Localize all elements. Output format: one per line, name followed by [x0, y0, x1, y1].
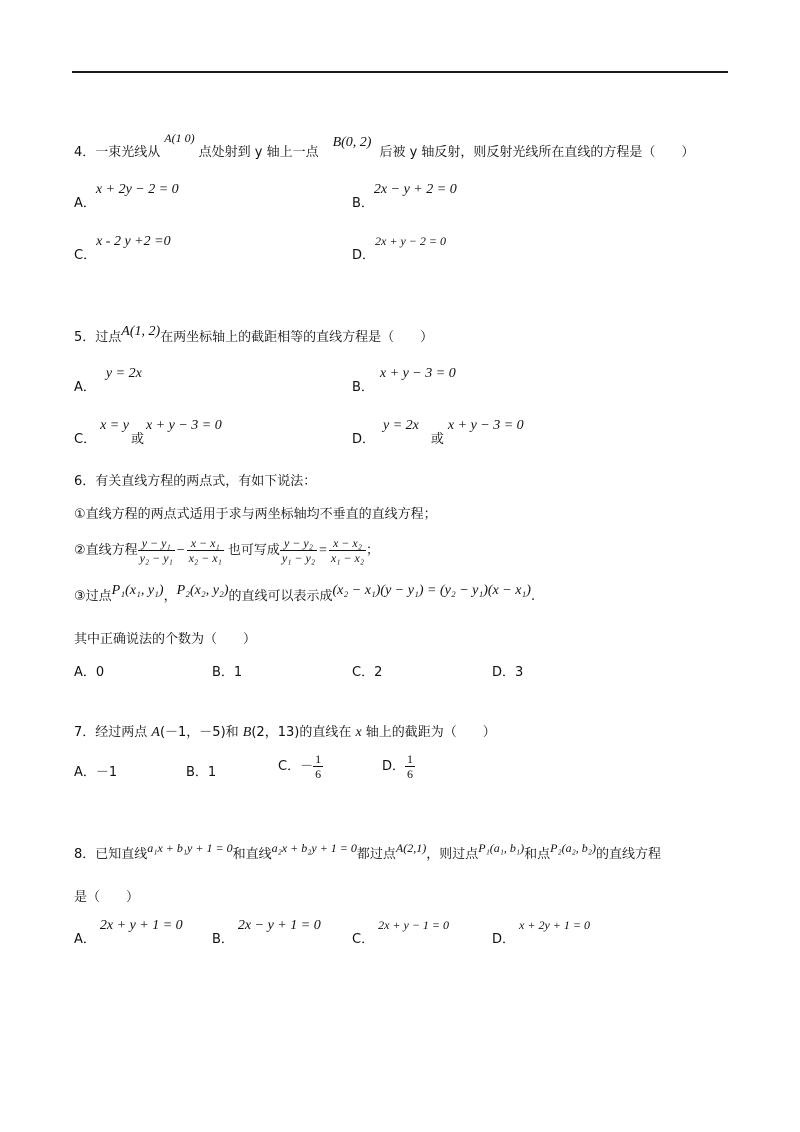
option-label: B． — [212, 932, 234, 947]
q5-option-c[interactable] — [74, 414, 222, 447]
q7-option-c[interactable]: C．－ $\frac{1}{6}$ — [278, 752, 322, 781]
q5-prefix: 5．过点 — [74, 330, 122, 345]
option-math: x + y − 3 = 0 — [447, 418, 524, 433]
q8-p2: P₂(a₂, b₂) — [550, 841, 596, 855]
q7-frac-c: $\frac{1}{6}$ — [315, 752, 322, 781]
q4-point-a: A(1 0) — [164, 131, 195, 145]
option-math: x + y − 3 = 0 — [145, 418, 222, 433]
q7-frac-d: $\frac{1}{6}$ — [407, 752, 414, 781]
option-math: 2x − y + 2 = 0 — [373, 182, 457, 197]
option-math: 2x − y + 1 = 0 — [237, 918, 321, 933]
question-5-stem — [74, 326, 433, 346]
option-or: 或 — [130, 432, 144, 447]
q6-statement-3: ③过点P₁(x₁, y₁)，P₂(x₂, y₂)的直线可以表示成(x₂ − x₁)(y − y₁) = (y₂ − y₁)(x − x₁). — [74, 583, 536, 604]
option-label: A． — [74, 380, 96, 395]
q6-frac-1: $\frac{\text{y − y₁}}{\text{y₂ − y₁}}$ — [139, 536, 173, 565]
q8-stem-line-2: 是（ ） — [74, 890, 140, 905]
q8-option-c[interactable] — [352, 914, 450, 947]
option-math: y = 2x — [383, 418, 419, 433]
q6-s2-prefix: ②直线方程 — [74, 543, 138, 558]
option-label: C． — [74, 432, 97, 447]
q6-statement-2: ②直线方程 $\frac{\text{y − y₁}}{\text{y₂ − y₁}}$ − $\frac{\text{x − x₁}}{\text{x₂ − x₁}}$ 也可写成 $\frac{\text{y − y₂}}{\text{y₁ − y₂}}$ = $\frac{\text{x − x₂}}{\text{x₁ − x₂}}$ ； — [74, 536, 380, 565]
option-math: 2x + y − 2 = 0 — [375, 234, 446, 248]
q5-option-b[interactable] — [352, 362, 456, 395]
q8-line-1: a₁x + b₁y + 1 = 0 — [147, 841, 233, 855]
option-label: D． — [492, 932, 516, 947]
option-label: D． — [352, 248, 376, 263]
q6-s3-prefix: ③过点 — [74, 589, 112, 604]
q6-p1: P₁(x₁, y₁) — [111, 583, 164, 598]
option-label: A． — [74, 932, 96, 947]
question-8-stem: 8．已知直线a₁x + b₁y + 1 = 0和直线a₂x + b₂y + 1 = 0都过点A(2,1)，则过点P₁(a₁, b₁)和点P₂(a₂, b₂)的直线方程 — [74, 841, 661, 862]
option-label: B． — [352, 196, 374, 211]
q5-suffix: 在两坐标轴上的截距相等的直线方程是（ ） — [160, 330, 434, 345]
option-math: x + 2y − 2 = 0 — [95, 182, 179, 197]
q6-option-d[interactable]: D．3 — [492, 665, 524, 680]
q4-suffix: 后被 y 轴反射，则反射光线所在直线的方程是（ ） — [379, 145, 695, 160]
question-6-stem: 6．有关直线方程的两点式，有如下说法： — [74, 474, 317, 489]
header-rule — [72, 71, 728, 73]
q8-option-a[interactable] — [74, 914, 183, 947]
option-math: x = y — [100, 418, 129, 433]
option-label: C． — [74, 248, 97, 263]
question-7-stem: 7．经过两点 A(－1，－5)和 B(2，13)的直线在 x 轴上的截距为（ ） — [74, 725, 496, 740]
q6-s2-mid: 也可写成 — [227, 543, 280, 558]
q6-option-a[interactable]: A．0 — [74, 665, 105, 680]
q8-option-b[interactable] — [212, 914, 321, 947]
q8-option-d[interactable] — [492, 914, 590, 947]
q7-option-b[interactable]: B．1 — [186, 765, 217, 780]
option-label: B． — [352, 380, 374, 395]
q6-s3-mid: 的直线可以表示成 — [228, 589, 333, 604]
option-math: x - 2 y +2 =0 — [96, 234, 171, 249]
q4-option-b[interactable] — [352, 178, 457, 211]
q8-p1: P₁(a₁, b₁) — [478, 841, 525, 855]
q6-question: 其中正确说法的个数为（ ） — [74, 632, 257, 647]
q8-point: A(2,1) — [395, 841, 427, 855]
q6-option-c[interactable]: C．2 — [352, 665, 383, 680]
q4-option-a[interactable] — [74, 178, 179, 211]
option-math: x + y − 3 = 0 — [379, 366, 456, 381]
question-4-stem — [74, 131, 695, 161]
option-or: 或 — [430, 432, 444, 447]
q7-option-d[interactable]: D． $\frac{1}{6}$ — [382, 752, 414, 781]
q8-line-2: a₂x + b₂y + 1 = 0 — [271, 841, 357, 855]
q6-p2: P₂(x₂, y₂) — [176, 583, 229, 598]
q6-statement-1: ①直线方程的两点式适用于求与两坐标轴均不垂直的直线方程； — [74, 507, 437, 522]
q4-prefix: 4．一束光线从 — [74, 145, 161, 160]
option-label: D． — [352, 432, 376, 447]
q4-option-c[interactable] — [74, 230, 171, 263]
q4-option-d[interactable] — [352, 230, 446, 263]
option-label: C． — [352, 932, 375, 947]
option-math: y = 2x — [105, 366, 142, 381]
q7-option-a[interactable]: A．－1 — [74, 765, 118, 780]
q5-point: A(1, 2) — [121, 324, 161, 339]
q6-option-b[interactable]: B．1 — [212, 665, 243, 680]
q6-s3-equation: (x₂ − x₁)(y − y₁) = (y₂ − y₁)(x − x₁) — [332, 583, 531, 598]
q4-point-b: B(0, 2) — [332, 135, 372, 150]
option-math: 2x + y + 1 = 0 — [99, 918, 183, 933]
q5-option-d[interactable] — [352, 414, 524, 447]
q6-frac-3: $\frac{\text{y − y₂}}{\text{y₁ − y₂}}$ — [281, 536, 315, 565]
q6-s2-end: ； — [366, 543, 380, 558]
option-math: 2x + y − 1 = 0 — [378, 918, 450, 932]
option-math: x + 2y + 1 = 0 — [519, 918, 590, 932]
q5-option-a[interactable] — [74, 362, 142, 395]
option-label: A． — [74, 196, 96, 211]
q6-frac-2: $\frac{\text{x − x₁}}{\text{x₂ − x₁}}$ — [188, 536, 222, 565]
q4-mid: 点处射到 y 轴上一点 — [198, 145, 319, 160]
q6-frac-4: $\frac{\text{x − x₂}}{\text{x₁ − x₂}}$ — [330, 536, 364, 565]
